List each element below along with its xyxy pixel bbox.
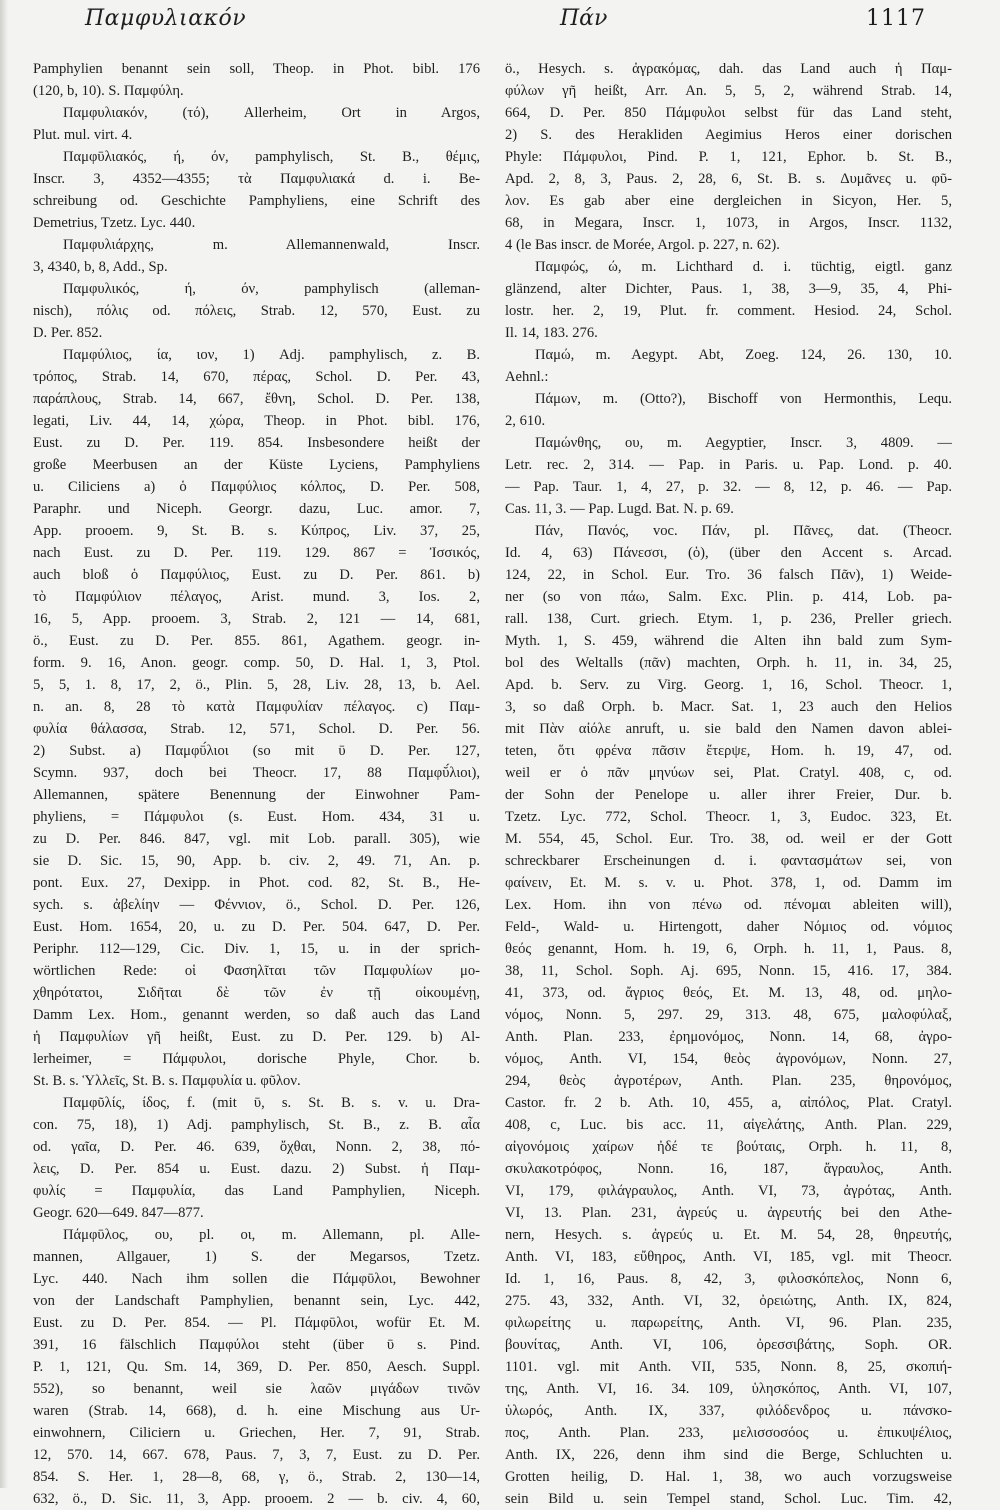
right-guideword: Πάν bbox=[560, 6, 608, 31]
text-line: ner (so von πάω, Salm. Exc. Plin. p. 414, Lob. pa- bbox=[505, 589, 952, 605]
text-line: Lex. Hom. ihn von πένω od. πένομαι ableiten will), bbox=[505, 897, 952, 913]
text-line: Cas. 11, 3. — Pap. Lugd. Bat. N. p. 69. bbox=[505, 501, 734, 517]
text-line: Scymn. 937, doch bei Theocr. 17, 88 Παμφῠ́λιοι), bbox=[33, 765, 480, 781]
text-line: φύλων γῆ heißt, Arr. An. 5, 5, 2, während Strab. 14, bbox=[505, 83, 952, 99]
text-line: D. Per. 852. bbox=[33, 325, 103, 341]
text-line: St. B. s. Ὑλλεῖς, St. B. s. Παμφυλία u. φῦλον. bbox=[33, 1073, 301, 1089]
text-line: Id. 1, 16, Paus. 8, 42, 3, φιλοσκόπελος, Nonn 6, bbox=[505, 1271, 952, 1287]
text-line: λον. Es gab aber eine dergleichen in Sicyon, Her. 5, bbox=[505, 193, 952, 209]
text-line: mannen, Allgauer, 1) S. der Megarsos, Tzetz. bbox=[33, 1249, 480, 1265]
text-line: αἰγονόμοις χαίρων ἠδέ τε βούταις, Orph. h. 11, 8, bbox=[505, 1139, 952, 1155]
entry-headword-line: Παμφῡλιακός, ή, όν, pamphylisch, St. B., θέμις, bbox=[63, 149, 480, 165]
page-number: 1117 bbox=[866, 6, 926, 31]
text-line: βουνίτας, Anth. VI, 106, ὀρεσσιβάτης, Soph. OR. bbox=[505, 1337, 952, 1353]
text-line: 38, 11, Schol. Soph. Aj. 695, Nonn. 15, 416. 17, 384. bbox=[505, 963, 952, 979]
text-line: Myth. 1, S. 459, während die Alten ihn bald zum Sym- bbox=[505, 633, 952, 649]
text-line: 12, 570. 14, 667. 678, Paus. 7, 3, 7, Eust. zu D. Per. bbox=[33, 1447, 480, 1463]
text-line: Eust. zu D. Per. 119. 854. Insbesondere heißt der bbox=[33, 435, 480, 451]
text-line: νόμος, Anth. VI, 154, θεὸς ἀγρονόμων, Nonn. 27, bbox=[505, 1051, 952, 1067]
text-line: 41, 373, od. ἄγριος θεός, Et. M. 13, 48, od. μηλο- bbox=[505, 985, 952, 1001]
text-line: Letr. rec. 2, 314. — Pap. in Paris. u. Pap. Lond. p. 40. bbox=[505, 457, 952, 473]
entry-headword-line: Παμφυλικός, ή, όν, pamphylisch (alleman- bbox=[63, 281, 480, 297]
text-line: Plut. mul. virt. 4. bbox=[33, 127, 133, 143]
text-line: nach Eust. zu D. Per. 119. 129. 867 = Ἰσσικός, bbox=[33, 545, 480, 561]
text-line: 294, θεὸς ἀγροτέρων, Anth. Plan. 235, θηρονόμος, bbox=[505, 1073, 952, 1089]
text-line: Il. 14, 183. 276. bbox=[505, 325, 598, 341]
text-line: θεός genannt, Hom. h. 19, 6, Orph. h. 11, 1, Paus. 8, bbox=[505, 941, 952, 957]
text-line: 2) Subst. a) Παμφῡ́λιοι (so mit ῡ D. Per. 127, bbox=[33, 743, 480, 759]
left-column bbox=[33, 58, 480, 1510]
text-line: Eust. Hom. 1654, 20, u. zu D. Per. 504. 647, D. Per. bbox=[33, 919, 480, 935]
text-line: 3, so daß Orph. b. Macr. Sat. 1, 23 auch den Helios bbox=[505, 699, 952, 715]
text-line: 664, D. Per. 850 Πάμφυλοι selbst für das Land steht, bbox=[505, 105, 952, 121]
text-line: ἡ Παμφυλίων γῆ heißt, Eust. zu D. Per. 129. b) Al- bbox=[33, 1029, 480, 1045]
entry-headword-line: Παμφυλιάρχης, m. Allemannenwald, Inscr. bbox=[63, 237, 480, 253]
text-line: 408, c, Luc. bis acc. 11, αἰγελάτης, Anth. Plan. 229, bbox=[505, 1117, 952, 1133]
text-line: sein Bild u. sein Tempel stand, Schol. Luc. Tim. 42, bbox=[505, 1491, 952, 1507]
text-line: ö., Eust. zu D. Per. 855. 861, Agathem. geogr. in- bbox=[33, 633, 480, 649]
text-line: 854. S. Her. 1, 28—8, 68, γ, ö., Strab. 2, 130—14, bbox=[33, 1469, 480, 1485]
text-line: 391, 16 fälschlich Παμφύλοι steht (über ῡ s. Pind. bbox=[33, 1337, 480, 1353]
text-line: 552), so benannt, weil sie λαῶν μιγάδων τινῶν bbox=[33, 1381, 480, 1397]
text-line: P. 1, 121, Qu. Sm. 14, 369, D. Per. 850, Aesch. Suppl. bbox=[33, 1359, 480, 1375]
text-line: Feld-, Wald- u. Hirtengott, daher Νόμιος od. νόμιος bbox=[505, 919, 952, 935]
text-line: Geogr. 620—649. 847—877. bbox=[33, 1205, 204, 1221]
text-line: της, Anth. VI, 16. 34. 109, ὑλησκόπος, Anth. VI, 107, bbox=[505, 1381, 952, 1397]
text-line: Demetrius, Tzetz. Lyc. 440. bbox=[33, 215, 196, 231]
left-guideword: Παμφυλιακόν bbox=[85, 6, 247, 31]
text-line: glänzend, alter Dichter, Paus. 1, 38, 3—9, 35, 4, Phi- bbox=[505, 281, 952, 297]
text-line: παράπλους, Strab. 14, 667, ἔθνη, Schol. D. Per. 138, bbox=[33, 391, 480, 407]
text-line: φυλίς = Παμφυλία, das Land Pamphylien, Niceph. bbox=[33, 1183, 480, 1199]
text-line: sych. s. ἀβελίην — Φέννιον, ö., Schol. D. Per. 126, bbox=[33, 897, 480, 913]
text-line: VI, 179, φιλάγραυλος, Anth. VI, 73, ἀγρότας, Anth. bbox=[505, 1183, 952, 1199]
text-line: phyliens, = Πάμφυλοι (s. Eust. Hom. 434, 31 u. bbox=[33, 809, 480, 825]
entry-headword-line: Παμώνθης, ου, m. Aegyptier, Inscr. 3, 4809. — bbox=[535, 435, 952, 451]
text-line: von der Landschaft Pamphylien, benannt sein, Lyc. 442, bbox=[33, 1293, 480, 1309]
entry-headword-line: Πάν, Πανός, voc. Πάν, pl. Πᾶνες, dat. (Theocr. bbox=[535, 523, 952, 539]
text-line: Allemannen, spätere Benennung der Einwohner Pam- bbox=[33, 787, 480, 803]
text-line: Aehnl.: bbox=[505, 369, 549, 385]
text-line: — Pap. Taur. 1, 4, 27, p. 32. — 8, 12, p. 46. — Pap. bbox=[505, 479, 952, 495]
text-line: M. 554, 45, Schol. Eur. Tro. 38, od. weil er der Gott bbox=[505, 831, 952, 847]
text-line: Tzetz. Lyc. 772, Schol. Theocr. 1, 3, Eudoc. 323, Et. bbox=[505, 809, 952, 825]
text-line: Damm Lex. Hom., genannt werden, so daß auch das Land bbox=[33, 1007, 480, 1023]
entry-headword-line: Πάμων, m. (Otto?), Bischoff von Hermonthis, Lequ. bbox=[535, 391, 952, 407]
text-line: form. 9. 16, Anon. geogr. comp. 50, D. Hal. 1, 3, Ptol. bbox=[33, 655, 480, 671]
text-line: 632, ö., D. Sic. 11, 3, App. prooem. 2 — b. civ. 4, 60, bbox=[33, 1491, 480, 1507]
text-line: νόμος, Nonn. 5, 297. 29, 313. 48, 675, μαλοφύλαξ, bbox=[505, 1007, 952, 1023]
text-line: einwohnern, Ciliciern u. Griechen, Her. 7, 91, Strab. bbox=[33, 1425, 480, 1441]
text-line: 4 (le Bas inscr. de Morée, Argol. p. 227, n. 62). bbox=[505, 237, 780, 253]
right-column bbox=[505, 58, 952, 1510]
text-line: Phyle: Πάμφυλοι, Pind. P. 1, 121, Ephor. b. St. B., bbox=[505, 149, 952, 165]
text-line: od. γαῖα, D. Per. 46. 639, ὄχθαι, Nonn. 2, 38, πό- bbox=[33, 1139, 480, 1155]
text-line: waren (Strab. 14, 668), d. h. eine Mischung aus Ur- bbox=[33, 1403, 480, 1419]
text-line: πος, Anth. Plan. 233, μελισσοσόος u. ἐπικυψέλιος, bbox=[505, 1425, 952, 1441]
text-line: λεις, D. Per. 854 u. Eust. dazu. 2) Subst. ἡ Παμ- bbox=[33, 1161, 480, 1177]
text-line: lerheimer, = Πάμφυλοι, dorische Phyle, Chor. b. bbox=[33, 1051, 480, 1067]
page-header bbox=[0, 0, 1000, 45]
text-line: teten, ὅτι φρένα πᾶσιν ἔτερψε, Hom. h. 19, 47, od. bbox=[505, 743, 952, 759]
text-line: σκυλακοτρόφος, Nonn. 16, 187, ἄγραυλος, Anth. bbox=[505, 1161, 952, 1177]
text-line: nisch), πόλις od. πόλεις, Strab. 12, 570, Eust. zu bbox=[33, 303, 480, 319]
text-line: große Meerbusen an der Küste Lyciens, Pamphyliens bbox=[33, 457, 480, 473]
text-line: Pamphylien benannt sein soll, Theop. in Phot. bibl. 176 bbox=[33, 61, 480, 77]
text-line: VI, 13. Plan. 231, ἀγρεύς u. ἀγρευτής bei den Athe- bbox=[505, 1205, 952, 1221]
text-line: App. prooem. 9, St. B. s. Κύπρος, Liv. 37, 25, bbox=[33, 523, 480, 539]
text-line: (120, b, 10). S. Παμφύλη. bbox=[33, 83, 184, 99]
text-line: rall. 138, Curt. griech. Etym. 1, p. 236, Preller griech. bbox=[505, 611, 952, 627]
text-line: Apd. b. Serv. zu Virg. Georg. 1, 16, Schol. Theocr. 1, bbox=[505, 677, 952, 693]
text-line: pont. Eux. 27, Dexipp. in Phot. cod. 82, St. B., He- bbox=[33, 875, 480, 891]
text-line: 16, 5, App. prooem. 3, Strab. 2, 121 — 14, 681, bbox=[33, 611, 480, 627]
page-binding-edge bbox=[0, 0, 8, 1488]
text-line: sie D. Sic. 15, 90, App. b. civ. 2, 49. 71, An. p. bbox=[33, 853, 480, 869]
text-line: ὑλωρός, Anth. IX, 337, φιλόδενδρος u. πάνσκο- bbox=[505, 1403, 952, 1419]
text-line: zu D. Per. 846. 847, vgl. mit Lob. parall. 305), wie bbox=[33, 831, 480, 847]
text-line: weil er ὁ πᾶν μηνύων sei, Plat. Cratyl. 408, c, od. bbox=[505, 765, 952, 781]
text-line: χθηρότατοι, Σιδῆται δὲ τῶν ἐν τῇ οἰκουμένῃ, bbox=[33, 985, 480, 1001]
entry-headword-line: Παμώ, m. Aegypt. Abt, Zoeg. 124, 26. 130, 10. bbox=[535, 347, 952, 363]
text-line: nern, Hesych. s. ἀγρεύς u. Et. M. 54, 28, θηρευτής, bbox=[505, 1227, 952, 1243]
text-line: 5, 5, 1. 8, 17, 2, ö., Plin. 5, 28, Liv. 28, 13, b. Ael. bbox=[33, 677, 480, 693]
text-line: mit Πὰν αἰόλε anruft, u. sie bald den Namen davon ablei- bbox=[505, 721, 952, 737]
text-line: wörtlichen Rede: οἱ Φασηλῖται τῶν Παμφυλίων μο- bbox=[33, 963, 480, 979]
text-line: Inscr. 3, 4352—4355; τὰ Παμφυλιακά d. i. Be- bbox=[33, 171, 480, 187]
text-line: Lyc. 440. Nach ihm sollen die Πάμφῡλοι, Bewohner bbox=[33, 1271, 480, 1287]
text-line: schreibung od. Geschichte Pamphyliens, eine Schrift des bbox=[33, 193, 480, 209]
text-line: con. 75, 18), 1) Adj. pamphylisch, St. B., z. B. αἶα bbox=[33, 1117, 480, 1133]
text-line: Anth. Plan. 233, ἐρημονόμος, Nonn. 14, 68, ἀγρο- bbox=[505, 1029, 952, 1045]
text-line: u. Ciliciens a) ὁ Παμφύλιος κόλπος, D. Per. 508, bbox=[33, 479, 480, 495]
entry-headword-line: Παμφύλιος, ία, ιον, 1) Adj. pamphylisch, z. B. bbox=[63, 347, 480, 363]
entry-headword-line: Παμφυλιακόν, (τό), Allerheim, Ort in Argos, bbox=[63, 105, 480, 121]
text-line: 275. 43, 332, Anth. VI, 32, ὀρειώτης, Anth. IX, 824, bbox=[505, 1293, 952, 1309]
text-line: τὸ Παμφύλιον πέλαγος, Arist. mund. 3, Ios. 2, bbox=[33, 589, 480, 605]
text-line: bol des Weltalls (πᾶν) machten, Orph. h. 11, in. 34, 25, bbox=[505, 655, 952, 671]
text-line: legati, Liv. 44, 14, χώρα, Theop. in Phot. bibl. 176, bbox=[33, 413, 480, 429]
text-line: Periphr. 112—129, Cic. Div. 1, 15, u. in der sprich- bbox=[33, 941, 480, 957]
text-line: Anth. VI, 183, εὔθηρος, Anth. VI, 185, vgl. mit Theocr. bbox=[505, 1249, 952, 1265]
text-line: φιλωρείτης u. παρωρείτης, Anth. VI, 96. Plan. 235, bbox=[505, 1315, 952, 1331]
text-line: 68, in Megara, Inscr. 1, 1073, in Argos, Inscr. 1132, bbox=[505, 215, 952, 231]
text-line: ö., Hesych. s. ἀγρακόμας, dah. das Land auch ἡ Παμ- bbox=[505, 61, 952, 77]
text-line: Paraphr. und Niceph. Georgr. dazu, Luc. amor. 7, bbox=[33, 501, 480, 517]
text-line: 3, 4340, b, 8, Add., Sp. bbox=[33, 259, 168, 275]
text-line: φυλία θάλασσα, Strab. 12, 571, Schol. D. Per. 56. bbox=[33, 721, 480, 737]
text-line: 124, 22, in Schol. Eur. Tro. 36 falsch Πᾶν), 1) Weide- bbox=[505, 567, 952, 583]
text-line: Eust. zu D. Per. 854. — Pl. Πάμφῡλοι, wofür Et. M. bbox=[33, 1315, 480, 1331]
entry-headword-line: Παμφώς, ώ, m. Lichthard d. i. tüchtig, eigtl. ganz bbox=[535, 259, 952, 275]
text-line: Grotten heilig, D. Hal. 1, 38, wo auch vorzugsweise bbox=[505, 1469, 952, 1485]
text-line: auch bloß ὁ Παμφύλιος, Eust. zu D. Per. 861. b) bbox=[33, 567, 480, 583]
text-line: Id. 4, 63) Πάνεσσι, (ὁ), (über den Accent s. Arcad. bbox=[505, 545, 952, 561]
entry-headword-line: Πάμφῡλος, ου, pl. οι, m. Allemann, pl. Alle- bbox=[63, 1227, 480, 1243]
text-line: 1101. vgl. mit Anth. VII, 535, Nonn. 8, 25, σκοπιή- bbox=[505, 1359, 952, 1375]
text-line: schreckbarer Erscheinungen d. i. φαντασμάτων sei, von bbox=[505, 853, 952, 869]
text-line: der Sohn der Penelope u. aller ihrer Freier, Dur. b. bbox=[505, 787, 952, 803]
text-line: Castor. fr. 2 b. Ath. 10, 455, a, αἰπόλος, Plat. Cratyl. bbox=[505, 1095, 952, 1111]
text-line: Apd. 2, 8, 3, Paus. 2, 28, 6, St. B. s. Δυμᾶνες u. φῦ- bbox=[505, 171, 952, 187]
text-line: Anth. IX, 226, denn ihm sind die Berge, Schluchten u. bbox=[505, 1447, 952, 1463]
entry-headword-line: Παμφῦλίς, ίδος, f. (mit ῡ, s. St. B. s. v. u. Dra- bbox=[63, 1095, 480, 1111]
text-line: 2, 610. bbox=[505, 413, 546, 429]
text-line: lostr. her. 2, 19, Plut. fr. comment. Hesiod. 24, Schol. bbox=[505, 303, 952, 319]
text-line: n. an. 8, 28 τὸ κατὰ Παμφυλίαν πέλαγος. c) Παμ- bbox=[33, 699, 480, 715]
text-line: φαίνειν, Et. M. s. v. u. Phot. 378, 1, od. Damm im bbox=[505, 875, 952, 891]
text-line: 2) S. des Herakliden Aegimius Heros einer dorischen bbox=[505, 127, 952, 143]
text-line: τρόπος, Strab. 14, 670, πέρας, Schol. D. Per. 43, bbox=[33, 369, 480, 385]
